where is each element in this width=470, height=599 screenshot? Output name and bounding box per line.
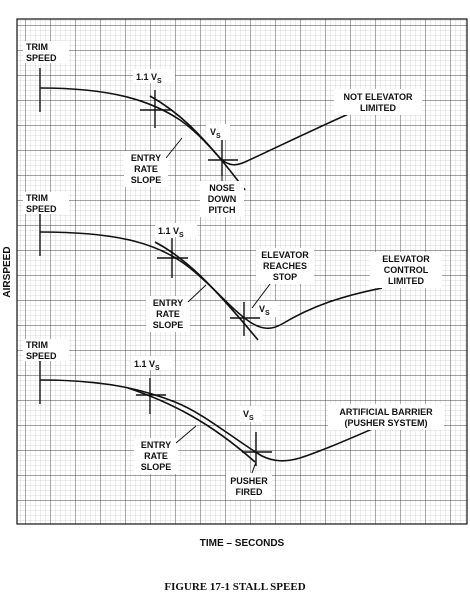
panel-1-v11-label: 1.1 $V_S$ bbox=[136, 72, 162, 85]
panel-1-note-label-1: NOT ELEVATOR bbox=[343, 92, 413, 102]
panel-1-trim-label-1: TRIM bbox=[26, 42, 48, 52]
panel-3-trim-label-2: SPEED bbox=[26, 351, 57, 361]
panel-1-event-label-3: PITCH bbox=[208, 205, 236, 215]
panel-2-note-label-1: ELEVATOR bbox=[382, 254, 430, 264]
panel-1-entry-label-3: SLOPE bbox=[130, 175, 162, 185]
panel-3-note-label-1: ARTIFICIAL BARRIER bbox=[339, 407, 433, 417]
panel-1-trim-label-2: SPEED bbox=[26, 53, 57, 63]
panel-1-note-label-2: LIMITED bbox=[360, 103, 396, 113]
panel-2-note-label-2: CONTROL bbox=[383, 265, 429, 275]
panel-2-trim-label-2: SPEED bbox=[26, 204, 57, 214]
panel-2-entry-label-2: RATE bbox=[156, 309, 180, 319]
panel-3-entry-label-3: SLOPE bbox=[140, 462, 172, 472]
panel-3-trim-label-1: TRIM bbox=[26, 340, 48, 350]
panel-2-trim-label-1: TRIM bbox=[26, 193, 48, 203]
panel-2-entry-label-1: ENTRY bbox=[152, 298, 184, 308]
panel-1-event-label-1: NOSE bbox=[209, 183, 235, 193]
figure-caption: FIGURE 17-1 STALL SPEED bbox=[164, 581, 306, 593]
panel-2-event-label-1: ELEVATOR bbox=[261, 250, 309, 260]
panel-3-entry-label-1: ENTRY bbox=[140, 440, 172, 450]
panel-1-event-label-2: DOWN bbox=[207, 194, 237, 204]
panel-1-entry-label-2: RATE bbox=[134, 164, 158, 174]
panel-1-entry-label-1: ENTRY bbox=[130, 153, 162, 163]
panel-3-event-label-1: PUSHER bbox=[230, 476, 268, 486]
panel-2-v11-label: 1.1 $V_S$ bbox=[158, 226, 184, 239]
panel-2-vs-label: $V_S$ bbox=[259, 304, 270, 317]
panel-3-v11-label: 1.1 $V_S$ bbox=[134, 359, 160, 372]
x-axis-label: TIME – SECONDS bbox=[199, 538, 285, 549]
y-axis-label: AIRSPEED bbox=[2, 246, 13, 298]
panel-3-entry-label-2: RATE bbox=[144, 451, 168, 461]
panel-1-vs-label: $V_S$ bbox=[210, 127, 221, 140]
panel-2-event-label-3: STOP bbox=[272, 272, 298, 282]
panel-2-entry-label-3: SLOPE bbox=[152, 320, 184, 330]
panel-3-event-label-2: FIRED bbox=[235, 487, 263, 497]
panel-2-event-label-2: REACHES bbox=[262, 261, 308, 271]
panel-3-vs-label: $V_S$ bbox=[243, 409, 254, 422]
panel-2-note-label-3: LIMITED bbox=[388, 276, 424, 286]
panel-3-note-label-2: (PUSHER SYSTEM) bbox=[344, 418, 428, 428]
